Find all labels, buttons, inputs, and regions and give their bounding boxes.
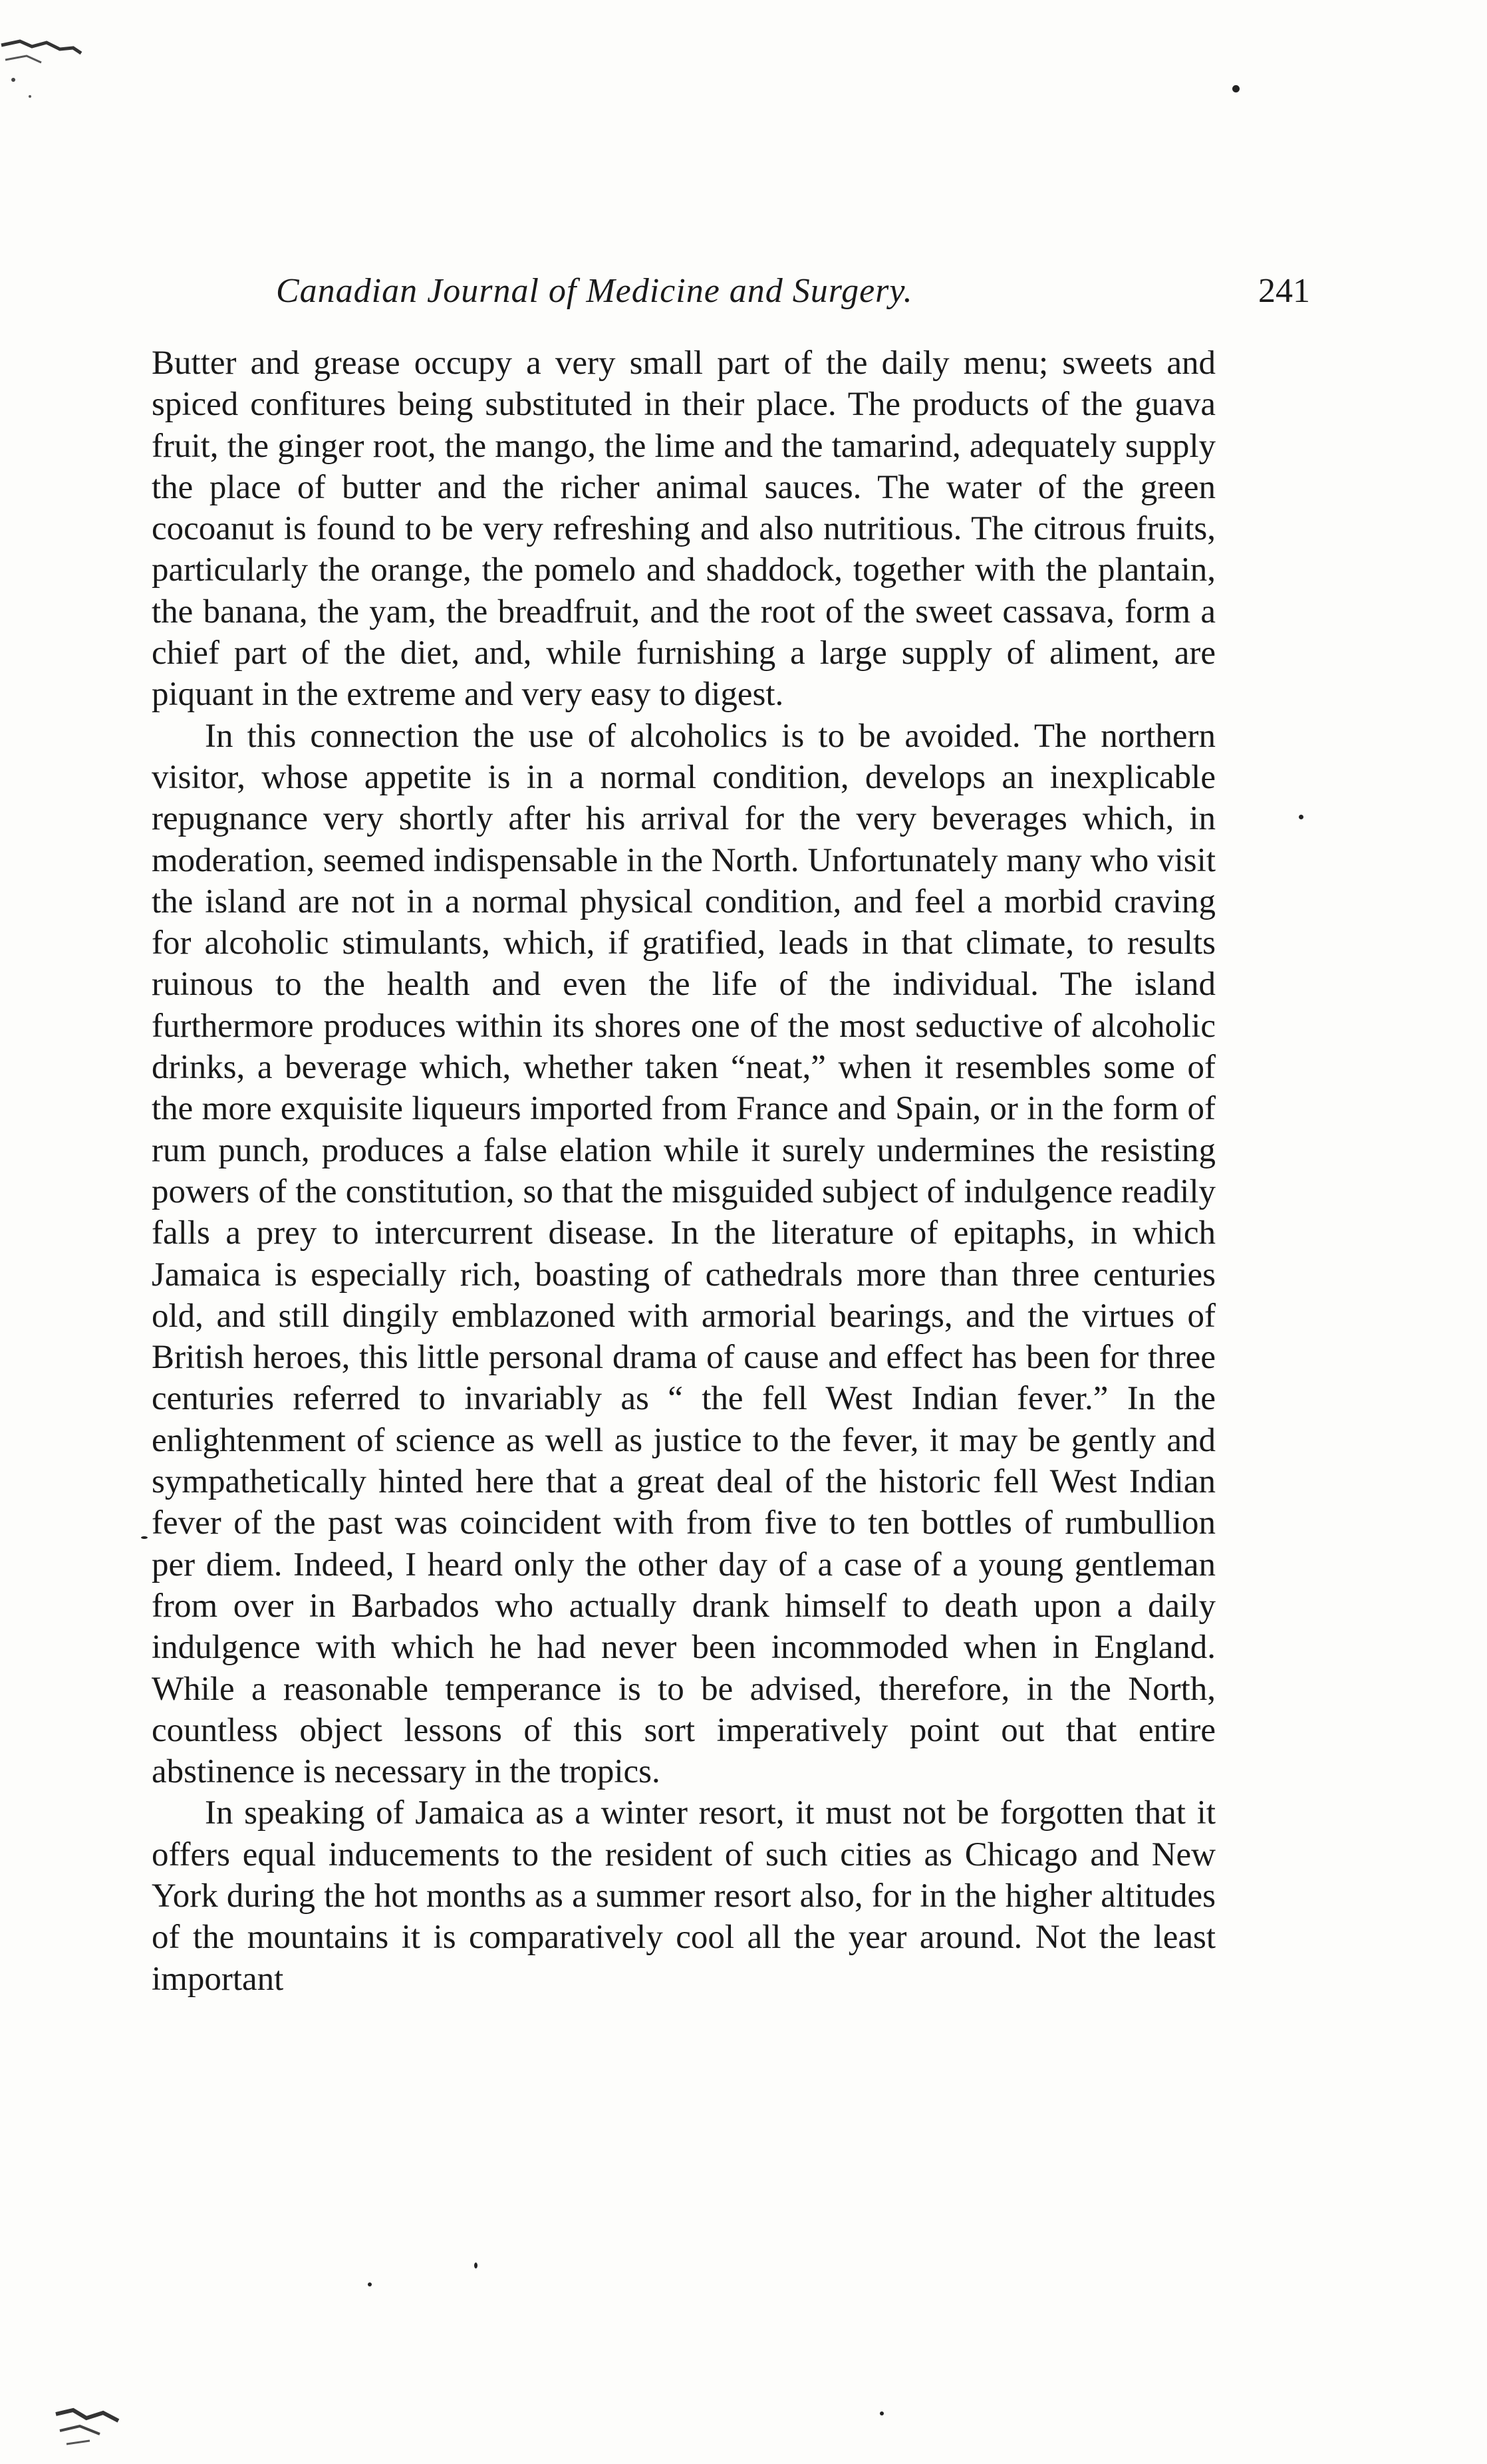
page-number: 241 xyxy=(1258,272,1310,310)
paragraph-3: In speaking of Jamaica as a winter resort, it must not be forgotten that it offers equal inducements to the resident of such cities as Chicago and New York during the hot months as a summer resort also, for in the higher altitudes of the mountains it is comparatively cool all the year around. Not the least important xyxy=(152,1794,1216,1998)
ink-speck xyxy=(1299,815,1303,819)
page-header xyxy=(276,265,1310,318)
ink-speck xyxy=(141,1536,148,1539)
running-title: Canadian Journal of Medicine and Surgery. xyxy=(276,272,913,310)
paragraph-1: Butter and grease occupy a very small part of the daily menu; sweets and spiced confitures being substituted in their place. The products of the guava fruit, the ginger root, the mango, the lime and the tamarind, adequately supply the place of butter and the richer animal sauces. The water of the green cocoanut is found to be very refreshing and also nutritious. The citrous fruits, particularly the orange, the pomelo and shaddock, together with the plantain, the banana, the yam, the breadfruit, and the root of the sweet cassava, form a chief part of the diet, and, while furnishing a large supply of aliment, are piquant in the extreme and very easy to digest. xyxy=(152,344,1216,714)
ink-speck xyxy=(368,2282,372,2286)
ink-speck xyxy=(474,2262,477,2268)
scan-artifact-top-left xyxy=(0,33,86,113)
paragraph-2: In this connection the use of alcoholics is to be avoided. The northern visitor, whose appetite is in a normal condition, develops an inexplicable repugnance very shortly after his arrival for the very beverages which, in moderation, seemed indispensable in the North. Unfortunately many who visit the island are not in a normal physical condition, and feel a morbid craving for alcoholic stimulants, which, if gratified, leads in that climate, to results ruinous to the health and even the life of the individual. The island furthermore produces within its shores one of the most seductive of alcoholic drinks, a beverage which, whether taken “neat,” when it resembles some of the more exquisite liqueurs imported from France and Spain, or in the form of rum punch, produces a false elation while it surely undermines the resisting powers of the constitution, so that the misguided subject of indulgence readily falls a prey to intercurrent disease. In the literature of epitaphs, in which Jamaica is especially rich, boasting of cathedrals more than three centuries old, and still dingily emblazoned with armorial bearings, and the virtues of British heroes, this little personal drama of cause and effect has been for three centuries referred to invariably as “ the fell West Indian fever.” In the enlightenment of science as well as justice to the fever, it may be gently and sympathetically hinted here that a great deal of the historic fell West Indian fever of the past was coincident with from five to ten bottles of rumbullion per diem. Indeed, I heard only the other day of a case of a young gentleman from over in Barbados who actually drank himself to death upon a daily indulgence with which he had never been incommoded when in England. While a reasonable temperance is to be advised, therefore, in the North, countless object lessons of this sort imperatively point out that entire abstinence is necessary in the tropics. xyxy=(152,717,1216,1791)
ink-speck xyxy=(880,2411,884,2415)
ink-speck xyxy=(1232,85,1240,92)
scan-artifact-bottom-left xyxy=(53,2394,126,2454)
body-text xyxy=(152,342,1216,2000)
